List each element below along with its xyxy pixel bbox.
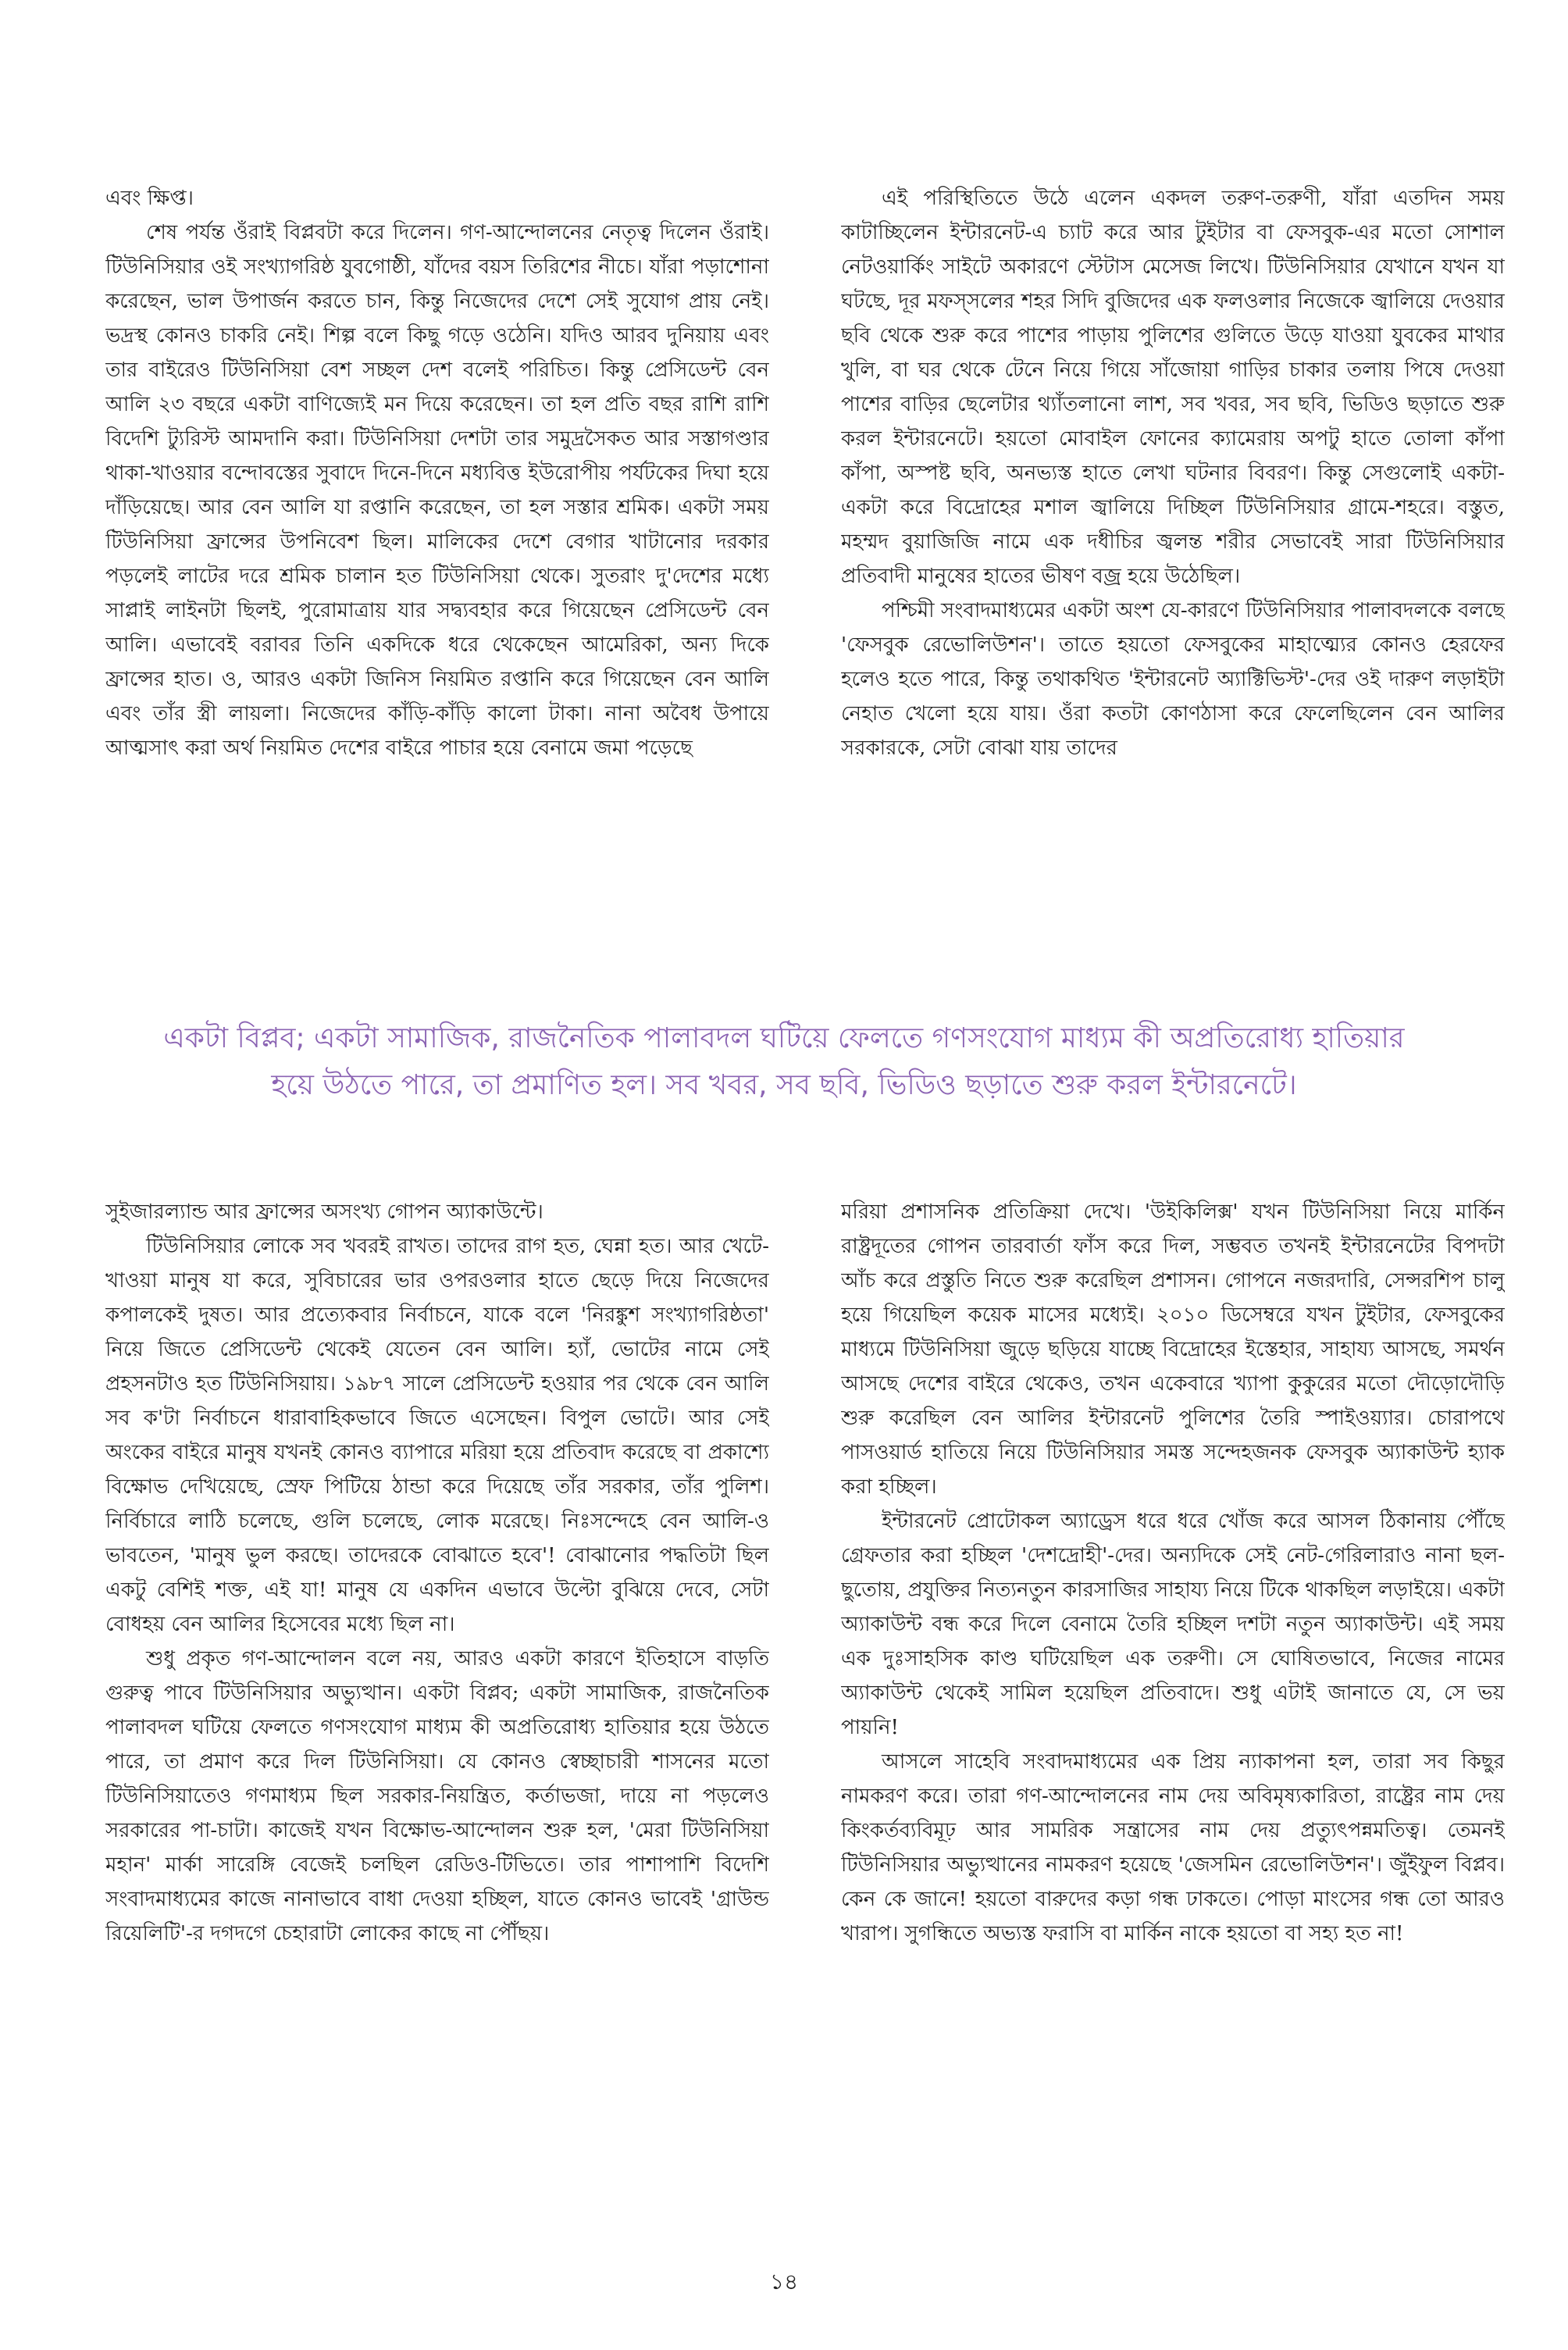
paragraph: ইন্টারনেট প্রোটোকল অ্যাড্রেস ধরে ধরে খোঁজ করে আসল ঠিকানায় পৌঁছে গ্রেফতার করা হচ্ছিল 'দেশদ্রোহী'-দের। অন্যদিকে সেই নেট-গেরিলারাও নানা ছল-ছুতোয়, প্রযুক্তির নিত্যনতুন কারসাজির সাহায্য নিয়ে টিকে থাকছিল লড়াইয়ে। একটা অ্যাকাউন্ট বন্ধ করে দিলে বেনামে তৈরি হচ্ছিল দশটা নতুন অ্যাকাউন্ট। এই সময় এক দুঃসাহসিক কাণ্ড ঘটিয়েছিল এক তরুণী। সে ঘোষিতভাবে, নিজের নামের অ্যাকাউন্ট থেকেই সামিল হয়েছিল প্রতিবাদে। শুধু এটাই জানাতে যে, সে ভয় পায়নি! xyxy=(841,1510,1505,1739)
pull-quote xyxy=(156,1015,1412,1109)
page-number: ১৪ xyxy=(769,2269,799,2295)
paragraph: মরিয়া প্রশাসনিক প্রতিক্রিয়া দেখে। 'উইকিলিক্স' যখন টিউনিসিয়া নিয়ে মার্কিন রাষ্ট্রদূতের গোপন তারবার্তা ফাঁস করে দিল, সম্ভবত তখনই ইন্টারনেটের বিপদটা আঁচ করে প্রস্তুতি নিতে শুরু করেছিল প্রশাসন। গোপনে নজরদারি, সেন্সরশিপ চালু হয়ে গিয়েছিল কয়েক মাসের মধ্যেই। ২০১০ ডিসেম্বরে যখন টুইটার, ফেসবুকের মাধ্যমে টিউনিসিয়া জুড়ে ছড়িয়ে যাচ্ছে বিদ্রোহের ইস্তেহার, সাহায্য আসছে, সমর্থন আসছে দেশের বাইরে থেকেও, তখন একেবারে খ্যাপা কুকুরের মতো দৌড়োদৌড়ি শুরু করেছিল বেন আলির ইন্টারনেট পুলিশের তৈরি স্পাইওয়্যার। চোরাপথে পাসওয়ার্ড হাতিয়ে নিয়ে টিউনিসিয়ার সমস্ত সন্দেহজনক ফেসবুক অ্যাকাউন্ট হ্যাক করা হচ্ছিল। xyxy=(841,1200,1505,1499)
paragraph: পশ্চিমী সংবাদমাধ্যমের একটা অংশ যে-কারণে টিউনিসিয়ার পালাবদলকে বলছে 'ফেসবুক রেভোলিউশন'। তাতে হয়তো ফেসবুকের মাহাত্ম্যের কোনও হেরফের হলেও হতে পারে, কিন্তু তথাকথিত 'ইন্টারনেট অ্যাক্টিভিস্ট'-দের ওই দারুণ লড়াইটা নেহাত খেলো হয়ে যায়। ওঁরা কতটা কোণঠাসা করে ফেলেছিলেন বেন আলির সরকারকে, সেটা বোঝা যায় তাদের xyxy=(841,599,1505,760)
paragraph: শেষ পর্যন্ত ওঁরাই বিপ্লবটা করে দিলেন। গণ-আন্দোলনের নেতৃত্ব দিলেন ওঁরাই। টিউনিসিয়ার ওই সংখ্যাগরিষ্ঠ যুবগোষ্ঠী, যাঁদের বয়স তিরিশের নীচে। যাঁরা পড়াশোনা করেছেন, ভাল উপার্জন করতে চান, কিন্তু নিজেদের দেশে সেই সুযোগ প্রায় নেই। ভদ্রস্থ কোনও চাকরি নেই। শিল্প বলে কিছু গড়ে ওঠেনি। যদিও আরব দুনিয়ায় এবং তার বাইরেও টিউনিসিয়া বেশ সচ্ছল দেশ বলেই পরিচিত। কিন্তু প্রেসিডেন্ট বেন আলি ২৩ বছরে একটা বাণিজ্যেই মন দিয়ে করেছেন। তা হল প্রতি বছর রাশি রাশি বিদেশি ট্যুরিস্ট আমদানি করা। টিউনিসিয়া দেশটা তার সমুদ্রসৈকত আর সস্তাগণ্ডার থাকা-খাওয়ার বন্দোবস্তের সুবাদে দিনে-দিনে মধ্যবিত্ত ইউরোপীয় পর্যটকের দিঘা হয়ে দাঁড়িয়েছে। আর বেন আলি যা রপ্তানি করেছেন, তা হল সস্তার শ্রমিক। একটা সময় টিউনিসিয়া ফ্রান্সের উপনিবেশ ছিল। মালিকের দেশে বেগার খাটানোর দরকার পড়লেই লাটের দরে শ্রমিক চালান হত টিউনিসিয়া থেকে। সুতরাং দু'দেশের মধ্যে সাপ্লাই লাইনটা ছিলই, পুরোমাত্রায় যার সদ্ব্যবহার করে গিয়েছেন প্রেসিডেন্ট বেন আলি। এভাবেই বরাবর তিনি একদিকে ধরে থেকেছেন আমেরিকা, অন্য দিকে ফ্রান্সের হাত। ও, আরও একটা জিনিস নিয়মিত রপ্তানি করে গিয়েছেন বেন আলি এবং তাঁর স্ত্রী লায়লা। নিজেদের কাঁড়ি-কাঁড়ি কালো টাকা। নানা অবৈধ উপায়ে আত্মসাৎ করা অর্থ নিয়মিত দেশের বাইরে পাচার হয়ে বেনামে জমা পড়েছে xyxy=(105,221,769,760)
pull-quote-text: একটা বিপ্লব; একটা সামাজিক, রাজনৈতিক পালাবদল ঘটিয়ে ফেলতে গণসংযোগ মাধ্যম কী অপ্রতিরোধ্য হাতিয়ার হয়ে উঠতে পারে, তা প্রমাণিত হল। সব খবর, সব ছবি, ভিডিও ছড়াতে শুরু করল ইন্টারনেটে। xyxy=(163,1022,1405,1101)
paragraph: আসলে সাহেবি সংবাদমাধ্যমের এক প্রিয় ন্যাকাপনা হল, তারা সব কিছুর নামকরণ করে। তারা গণ-আন্দোলনের নাম দেয় অবিমৃষ্যকারিতা, রাষ্ট্রের নাম দেয় কিংকর্তব্যবিমূঢ় আর সামরিক সন্ত্রাসের নাম দেয় প্রত্যুৎপন্নমতিত্ব। তেমনই টিউনিসিয়ার অভ্যুত্থানের নামকরণ হয়েছে 'জেসমিন রেভোলিউশন'। জুঁইফুল বিপ্লব। কেন কে জানে! হয়তো বারুদের কড়া গন্ধ ঢাকতে। পোড়া মাংসের গন্ধ তো আরও খারাপ। সুগন্ধিতে অভ্যস্ত ফরাসি বা মার্কিন নাকে হয়তো বা সহ্য হত না! xyxy=(841,1750,1505,1945)
paragraph: টিউনিসিয়ার লোকে সব খবরই রাখত। তাদের রাগ হত, ঘেন্না হত। আর খেটে-খাওয়া মানুষ যা করে, সুবিচারের ভার ওপরওলার হাতে ছেড়ে দিয়ে নিজেদের কপালকেই দুষত। আর প্রত্যেকবার নির্বাচনে, যাকে বলে 'নিরঙ্কুশ সংখ্যাগরিষ্ঠতা' নিয়ে জিতে প্রেসিডেন্ট থেকেই যেতেন বেন আলি। হ্যাঁ, ভোটের নামে সেই প্রহসনটাও হত টিউনিসিয়ায়। ১৯৮৭ সালে প্রেসিডেন্ট হওয়ার পর থেকে বেন আলি সব ক'টা নির্বাচনে ধারাবাহিকভাবে জিতে এসেছেন। বিপুল ভোটে। আর সেই অংকের বাইরে মানুষ যখনই কোনও ব্যাপারে মরিয়া হয়ে প্রতিবাদ করেছে বা প্রকাশ্যে বিক্ষোভ দেখিয়েছে, স্রেফ পিটিয়ে ঠান্ডা করে দিয়েছে তাঁর সরকার, তাঁর পুলিশ। নির্বিচারে লাঠি চলেছে, গুলি চলেছে, লোক মরেছে। নিঃসন্দেহে বেন আলি-ও ভাবতেন, 'মানুষ ভুল করছে। তাদেরকে বোঝাতে হবে'! বোঝানোর পদ্ধতিটা ছিল একটু বেশিই শক্ত, এই যা! মানুষ যে একদিন এভাবে উল্টো বুঝিয়ে দেবে, সেটা বোধহয় বেন আলির হিসেবের মধ্যে ছিল না। xyxy=(105,1235,769,1636)
column-top-right xyxy=(841,181,1505,954)
paragraph: সুইজারল্যান্ড আর ফ্রান্সের অসংখ্য গোপন অ্যাকাউন্টে। xyxy=(105,1200,543,1224)
column-bottom-left xyxy=(105,1195,769,2210)
column-bottom-right xyxy=(841,1195,1505,2210)
paragraph: শুধু প্রকৃত গণ-আন্দোলন বলে নয়, আরও একটা কারণে ইতিহাসে বাড়তি গুরুত্ব পাবে টিউনিসিয়ার অভ্যুত্থান। একটা বিপ্লব; একটা সামাজিক, রাজনৈতিক পালাবদল ঘটিয়ে ফেলতে গণসংযোগ মাধ্যম কী অপ্রতিরোধ্য হাতিয়ার হয়ে উঠতে পারে, তা প্রমাণ করে দিল টিউনিসিয়া। যে কোনও স্বেচ্ছাচারী শাসনের মতো টিউনিসিয়াতেও গণমাধ্যম ছিল সরকার-নিয়ন্ত্রিত, কর্তাভজা, দায়ে না পড়লেও সরকারের পা-চাটা। কাজেই যখন বিক্ষোভ-আন্দোলন শুরু হল, 'মেরা টিউনিসিয়া মহান' মার্কা সারেঙ্গি বেজেই চলছিল রেডিও-টিভিতে। তার পাশাপাশি বিদেশি সংবাদমাধ্যমের কাজে নানাভাবে বাধা দেওয়া হচ্ছিল, যাতে কোনও ভাবেই 'গ্রাউন্ড রিয়েলিটি'-র দগদগে চেহারাটা লোকের কাছে না পৌঁছয়। xyxy=(105,1647,769,1945)
column-top-left xyxy=(105,181,769,954)
paragraph: এবং ক্ষিপ্ত। xyxy=(105,187,194,210)
paragraph: এই পরিস্থিতিতে উঠে এলেন একদল তরুণ-তরুণী, যাঁরা এতদিন সময় কাটাচ্ছিলেন ইন্টারনেট-এ চ্যাট করে আর টুইটার বা ফেসবুক-এর মতো সোশাল নেটওয়ার্কিং সাইটে অকারণে স্টেটাস মেসেজ লিখে। টিউনিসিয়ার যেখানে যখন যা ঘটছে, দূর মফস্সলের শহর সিদি বুজিদের এক ফলওলার নিজেকে জ্বালিয়ে দেওয়ার ছবি থেকে শুরু করে পাশের পাড়ায় পুলিশের গুলিতে উড়ে যাওয়া যুবকের মাথার খুলি, বা ঘর থেকে টেনে নিয়ে গিয়ে সাঁজোয়া গাড়ির চাকার তলায় পিষে দেওয়া পাশের বাড়ির ছেলেটার থ্যাঁতলানো লাশ, সব খবর, সব ছবি, ভিডিও ছড়াতে শুরু করল ইন্টারনেটে। হয়তো মোবাইল ফোনের ক্যামেরায় অপটু হাতে তোলা কাঁপা কাঁপা, অস্পষ্ট ছবি, অনভ্যস্ত হাতে লেখা ঘটনার বিবরণ। কিন্তু সেগুলোই একটা-একটা করে বিদ্রোহের মশাল জ্বালিয়ে দিচ্ছিল টিউনিসিয়ার গ্রামে-শহরে। বস্তুত, মহম্মদ বুয়াজিজি নামে এক দধীচির জ্বলন্ত শরীর সেভাবেই সারা টিউনিসিয়ার প্রতিবাদী মানুষের হাতের ভীষণ বজ্র হয়ে উঠেছিল। xyxy=(841,187,1505,588)
